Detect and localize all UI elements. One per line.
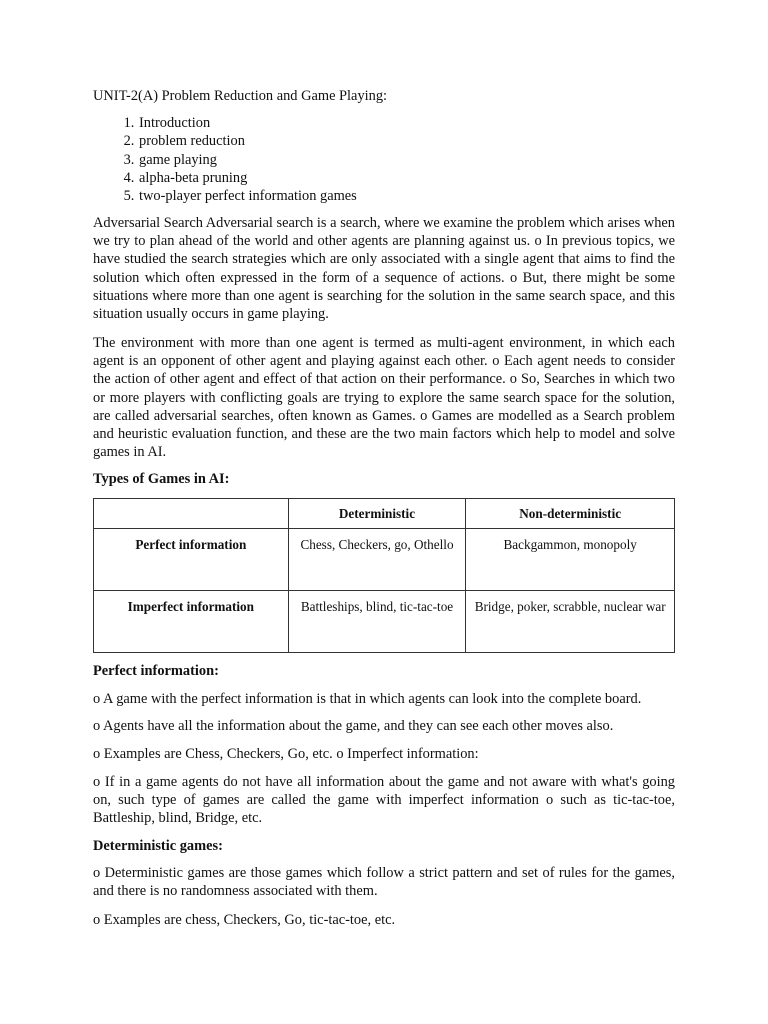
imperfect-info-bullet: o If in a game agents do not have all information about the game and not aware with what's going on, such type of games are called the game with imperfect information o such as tic-tac-toe, Battleship, blind, Bridge, etc. xyxy=(93,774,675,827)
perfect-info-bullet: o A game with the perfect information is that in which agents can look into the complete board. xyxy=(93,691,642,707)
table-row-label: Imperfect information xyxy=(94,591,289,653)
table-header-cell: Deterministic xyxy=(288,499,466,529)
table-row xyxy=(94,591,675,653)
table-row xyxy=(94,529,675,591)
table-header-cell: Non-deterministic xyxy=(466,499,675,529)
deterministic-games-heading: Deterministic games: xyxy=(93,838,223,854)
deterministic-bullet: o Examples are chess, Checkers, Go, tic-tac-toe, etc. xyxy=(93,912,396,928)
adversarial-search-paragraph: Adversarial Search Adversarial search is a search, where we examine the problem which arises when we try to plan ahead of the world and other agents are planning against us. o In previous topics, we have studied the search strategies which are only associated with a single agent that aims to find the solution which often expressed in the form of a sequence of actions. o But, there might be some situations where more than one agent is searching for the solution in the same search space, and this situation usually occurs in game playing. xyxy=(93,215,675,323)
types-of-games-heading: Types of Games in AI: xyxy=(93,471,230,487)
multi-agent-paragraph: The environment with more than one agent is termed as multi-agent environment, in which each agent is an opponent of other agent and playing against each other. o Each agent needs to consider the action of other agent and effect of that action on their performance. o So, Searches in which two or more players with conflicting goals are trying to explore the same search space for the solution, are called adversarial searches, often known as Games. o Games are modelled as a Search problem and heuristic evaluation function, and these are the two main factors which help to model and solve games in AI. xyxy=(93,335,675,461)
topic-list xyxy=(113,114,357,205)
topic-item: 2. problem reduction xyxy=(138,132,357,150)
topic-item: 4. alpha-beta pruning xyxy=(138,169,357,187)
table-cell: Chess, Checkers, go, Othello xyxy=(288,529,466,591)
perfect-info-bullet: o Examples are Chess, Checkers, Go, etc. o Imperfect information: xyxy=(93,746,479,762)
table-cell: Backgammon, monopoly xyxy=(466,529,675,591)
table-cell: Battleships, blind, tic-tac-toe xyxy=(288,591,466,653)
perfect-info-bullet: o Agents have all the information about the game, and they can see each other moves also. xyxy=(93,718,614,734)
document-title: UNIT-2(A) Problem Reduction and Game Playing: xyxy=(93,88,388,104)
topic-item: 5. two-player perfect information games xyxy=(138,187,357,205)
perfect-information-heading: Perfect information: xyxy=(93,663,219,679)
table-header-row xyxy=(94,499,675,529)
topic-item: 1. Introduction xyxy=(138,114,357,132)
deterministic-bullet: o Deterministic games are those games which follow a strict pattern and set of rules for the games, and there is no randomness associated with them. xyxy=(93,865,675,900)
table-cell: Bridge, poker, scrabble, nuclear war xyxy=(466,591,675,653)
topic-item: 3. game playing xyxy=(138,151,357,169)
table-row-label: Perfect information xyxy=(94,529,289,591)
table-header-cell xyxy=(94,499,289,529)
games-table xyxy=(93,498,675,653)
